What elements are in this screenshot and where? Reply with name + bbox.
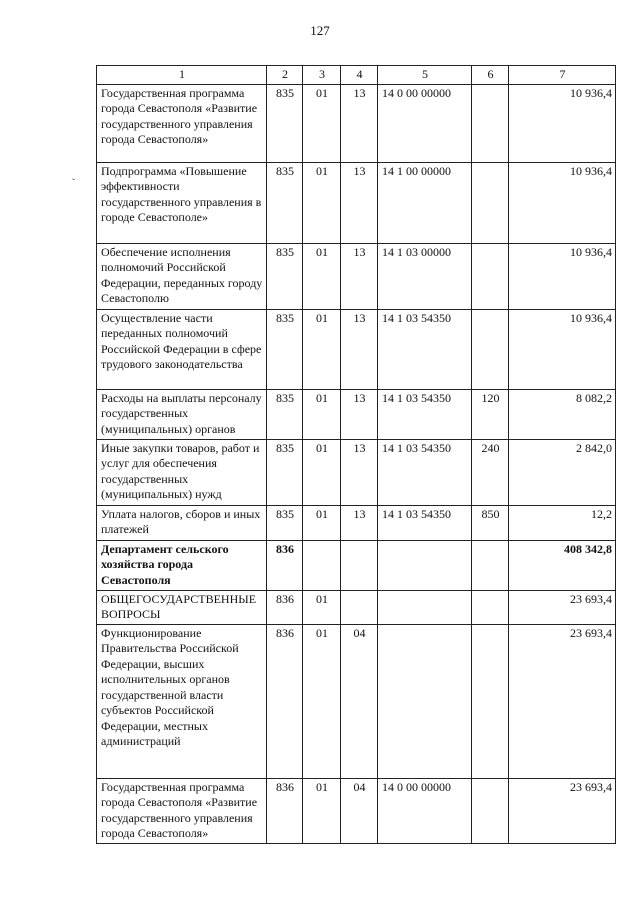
row-expense-type-cell (472, 84, 509, 162)
table-row (97, 624, 616, 778)
table-row (97, 505, 616, 540)
table-body (97, 84, 616, 843)
row-section-cell: 01 (303, 84, 341, 162)
row-name-cell: Расходы на выплаты персоналу государственных (муниципальных) органов (97, 389, 267, 439)
row-expense-type-cell (472, 162, 509, 243)
header-cell: 7 (509, 66, 616, 85)
row-subsection-cell (341, 590, 378, 624)
row-subsection-cell: 13 (341, 505, 378, 540)
row-target-article-cell: 14 1 00 00000 (378, 162, 472, 243)
row-name-cell: Подпрограмма «Повышение эффективности государственного управления в городе Севастополе» (97, 162, 267, 243)
row-expense-type-cell: 850 (472, 505, 509, 540)
row-expense-type-cell (472, 540, 509, 590)
row-target-article-cell: 14 1 03 00000 (378, 243, 472, 309)
row-code-cell: 835 (267, 243, 303, 309)
row-target-article-cell: 14 0 00 00000 (378, 84, 472, 162)
row-amount-cell: 10 936,4 (509, 84, 616, 162)
row-expense-type-cell (472, 243, 509, 309)
row-amount-cell: 2 842,0 (509, 439, 616, 505)
header-cell: 5 (378, 66, 472, 85)
row-section-cell: 01 (303, 590, 341, 624)
scan-mark: ˇ (72, 178, 76, 189)
row-section-cell (303, 540, 341, 590)
header-cell: 1 (97, 66, 267, 85)
row-code-cell: 835 (267, 309, 303, 389)
budget-table (96, 65, 616, 844)
row-name-cell: Уплата налогов, сборов и иных платежей (97, 505, 267, 540)
row-name-cell: Осуществление части переданных полномочий Российской Федерации в сфере трудового законодательства (97, 309, 267, 389)
table-row (97, 162, 616, 243)
row-name-cell: Государственная программа города Севастополя «Развитие государственного управления города Севастополя» (97, 84, 267, 162)
table-row (97, 84, 616, 162)
header-cell: 2 (267, 66, 303, 85)
table-row (97, 778, 616, 843)
row-subsection-cell: 04 (341, 778, 378, 843)
row-expense-type-cell (472, 590, 509, 624)
table-row (97, 439, 616, 505)
row-code-cell: 836 (267, 590, 303, 624)
row-expense-type-cell (472, 778, 509, 843)
header-cell: 4 (341, 66, 378, 85)
row-amount-cell: 23 693,4 (509, 590, 616, 624)
row-amount-cell: 10 936,4 (509, 243, 616, 309)
row-subsection-cell: 13 (341, 389, 378, 439)
row-expense-type-cell: 120 (472, 389, 509, 439)
row-target-article-cell: 14 1 03 54350 (378, 389, 472, 439)
row-section-cell: 01 (303, 389, 341, 439)
row-subsection-cell: 13 (341, 243, 378, 309)
row-code-cell: 835 (267, 162, 303, 243)
row-name-cell: ОБЩЕГОСУДАРСТВЕННЫЕ ВОПРОСЫ (97, 590, 267, 624)
row-section-cell: 01 (303, 624, 341, 778)
row-expense-type-cell (472, 624, 509, 778)
header-row (97, 66, 616, 85)
row-amount-cell: 408 342,8 (509, 540, 616, 590)
row-target-article-cell (378, 624, 472, 778)
row-name-cell: Функционирование Правительства Российской Федерации, высших исполнительных органов государственной власти субъектов Российской Федерации, местных администраций (97, 624, 267, 778)
row-expense-type-cell (472, 309, 509, 389)
row-target-article-cell: 14 0 00 00000 (378, 778, 472, 843)
row-name-cell: Иные закупки товаров, работ и услуг для обеспечения государственных (муниципальных) нужд (97, 439, 267, 505)
page-number: 127 (310, 23, 330, 38)
row-subsection-cell: 13 (341, 439, 378, 505)
row-amount-cell: 12,2 (509, 505, 616, 540)
row-section-cell: 01 (303, 439, 341, 505)
row-amount-cell: 8 082,2 (509, 389, 616, 439)
row-section-cell: 01 (303, 505, 341, 540)
table-row (97, 590, 616, 624)
row-subsection-cell: 13 (341, 162, 378, 243)
row-section-cell: 01 (303, 778, 341, 843)
row-name-cell: Департамент сельского хозяйства города Севастополя (97, 540, 267, 590)
row-subsection-cell (341, 540, 378, 590)
row-section-cell: 01 (303, 309, 341, 389)
row-amount-cell: 23 693,4 (509, 778, 616, 843)
row-target-article-cell: 14 1 03 54350 (378, 439, 472, 505)
row-code-cell: 836 (267, 624, 303, 778)
table-row (97, 389, 616, 439)
row-amount-cell: 10 936,4 (509, 162, 616, 243)
table-row (97, 540, 616, 590)
row-code-cell: 836 (267, 778, 303, 843)
row-target-article-cell: 14 1 03 54350 (378, 309, 472, 389)
row-expense-type-cell: 240 (472, 439, 509, 505)
row-section-cell: 01 (303, 162, 341, 243)
header-cell: 6 (472, 66, 509, 85)
row-subsection-cell: 04 (341, 624, 378, 778)
row-subsection-cell: 13 (341, 309, 378, 389)
row-code-cell: 835 (267, 439, 303, 505)
row-amount-cell: 10 936,4 (509, 309, 616, 389)
row-code-cell: 835 (267, 505, 303, 540)
table-row (97, 243, 616, 309)
table-row (97, 309, 616, 389)
row-target-article-cell (378, 590, 472, 624)
row-code-cell: 836 (267, 540, 303, 590)
row-target-article-cell (378, 540, 472, 590)
row-target-article-cell: 14 1 03 54350 (378, 505, 472, 540)
row-code-cell: 835 (267, 84, 303, 162)
header-cell: 3 (303, 66, 341, 85)
row-section-cell: 01 (303, 243, 341, 309)
row-name-cell: Обеспечение исполнения полномочий Российской Федерации, переданных городу Севастополю (97, 243, 267, 309)
row-name-cell: Государственная программа города Севастополя «Развитие государственного управления города Севастополя» (97, 778, 267, 843)
row-amount-cell: 23 693,4 (509, 624, 616, 778)
row-subsection-cell: 13 (341, 84, 378, 162)
row-code-cell: 835 (267, 389, 303, 439)
